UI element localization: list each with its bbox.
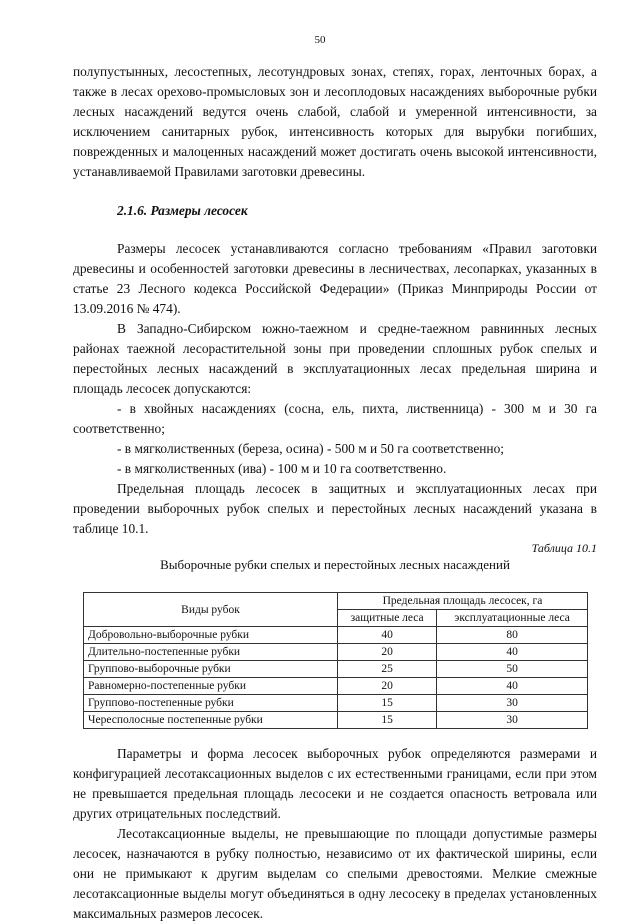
cell-exploitation: 30 xyxy=(437,695,588,712)
table-header-row xyxy=(84,593,588,610)
paragraph: В Западно-Сибирском южно-таежном и средне-таежном равнинных лесных районах таежной лесорастительной зоны при проведении сплошных рубок спелых и перестойных лесных насаждений в эксплуатационных лесах предельная ширина и площадь лесосек допускаются: xyxy=(73,321,597,396)
cell-exploitation: 80 xyxy=(437,627,588,644)
cell-protective: 20 xyxy=(338,644,437,661)
header-cutting-type: Виды рубок xyxy=(84,593,338,627)
header-max-area: Предельная площадь лесосек, га xyxy=(338,593,588,610)
table-row xyxy=(84,712,588,729)
table-row xyxy=(84,661,588,678)
cell-protective: 40 xyxy=(338,627,437,644)
table-label: Таблица 10.1 xyxy=(531,541,597,555)
cell-cutting-type: Равномерно-постепенные рубки xyxy=(84,678,338,695)
cell-protective: 25 xyxy=(338,661,437,678)
cell-exploitation: 40 xyxy=(437,678,588,695)
cell-exploitation: 30 xyxy=(437,712,588,729)
list-item: - в хвойных насаждениях (сосна, ель, пихта, лиственница) - 300 м и 30 га соответственно; xyxy=(73,401,597,436)
cutting-area-table xyxy=(83,592,588,729)
list-item: - в мягколиственных (ива) - 100 м и 10 га соответственно. xyxy=(117,461,447,476)
cell-protective: 15 xyxy=(338,695,437,712)
table-title: Выборочные рубки спелых и перестойных лесных насаждений xyxy=(160,557,510,572)
cell-cutting-type: Группово-постепенные рубки xyxy=(84,695,338,712)
cell-cutting-type: Добровольно-выборочные рубки xyxy=(84,627,338,644)
section-heading: 2.1.6. Размеры лесосек xyxy=(117,203,248,218)
cell-exploitation: 50 xyxy=(437,661,588,678)
header-protective-forests: защитные леса xyxy=(338,610,437,627)
paragraph: Параметры и форма лесосек выборочных рубок определяются размерами и конфигурацией лесотаксационных выделов с их естественными границами, если при этом не превышается предельная площадь лесосеки и не создается опасность ветровала или других отрицательных последствий. xyxy=(73,746,597,821)
cell-cutting-type: Длительно-постепенные рубки xyxy=(84,644,338,661)
paragraph: полупустынных, лесостепных, лесотундровых зонах, степях, горах, ленточных борах, а также в лесах орехово-промысловых зон и лесоплодовых насаждениях выборочные рубки лесных насаждений ведутся очень слабой, слабой и умеренной интенсивности, за исключением санитарных рубок, интенсивность которых для вырубки погибших, поврежденных и малоценных насаждений может достигать очень высокой интенсивности, устанавливаемой Правилами заготовки древесины. xyxy=(73,64,597,179)
list-item: - в мягколиственных (береза, осина) - 500 м и 50 га соответственно; xyxy=(117,441,505,456)
cell-exploitation: 40 xyxy=(437,644,588,661)
cell-protective: 15 xyxy=(338,712,437,729)
cell-protective: 20 xyxy=(338,678,437,695)
table-row xyxy=(84,627,588,644)
document-body xyxy=(73,62,597,924)
paragraph: Лесотаксационные выделы, не превышающие по площади допустимые размеры лесосек, назначаются в рубку полностью, независимо от их фактической ширины, если они не примыкают к другим выделам со спелыми древостоями. Мелкие смежные лесотаксационные выделы могут объединяться в одну лесосеку в пределах установленных максимальных размеров лесосек. xyxy=(73,826,597,921)
header-exploitation-forests: эксплуатационные леса xyxy=(437,610,588,627)
cell-cutting-type: Чересполосные постепенные рубки xyxy=(84,712,338,729)
cell-cutting-type: Группово-выборочные рубки xyxy=(84,661,338,678)
table-row xyxy=(84,695,588,712)
table-row xyxy=(84,678,588,695)
page-number: 50 xyxy=(314,34,326,46)
paragraph: Предельная площадь лесосек в защитных и эксплуатационных лесах при проведении выборочных рубок спелых и перестойных лесных насаждений указана в таблице 10.1. xyxy=(73,481,597,536)
table-row xyxy=(84,644,588,661)
paragraph: Размеры лесосек устанавливаются согласно требованиям «Правил заготовки древесины и особенностей заготовки древесины в лесничествах, лесопарках, указанных в статье 23 Лесного кодекса Российской Федерации» (Приказ Минприроды России от 13.09.2016 № 474). xyxy=(73,241,597,316)
